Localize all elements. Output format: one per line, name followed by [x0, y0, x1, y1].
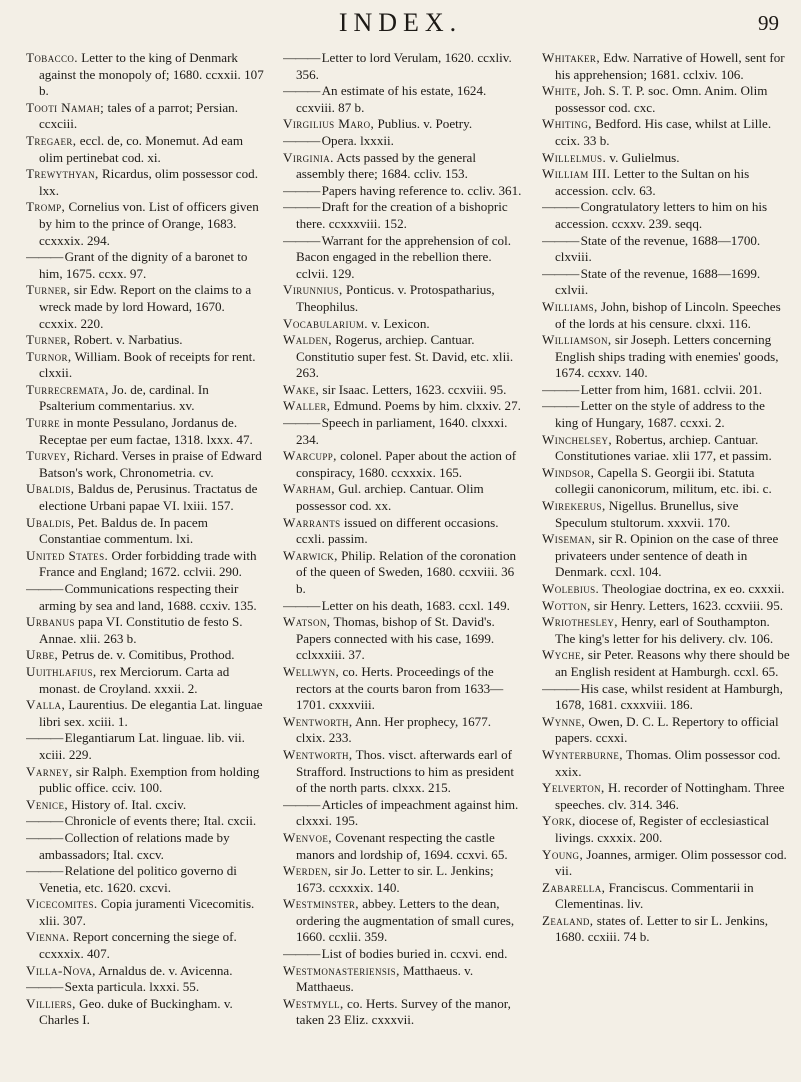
index-entry [26, 415, 266, 448]
entry-headword: Ubaldis, [26, 481, 75, 497]
entry-headword: Wolebius. [542, 581, 600, 596]
index-entry [283, 398, 523, 415]
index-entry [283, 548, 523, 598]
entry-headword: Warcupp, [283, 448, 337, 464]
subentry-text: Letter on his death, 1683. ccxl. 149. [321, 597, 510, 613]
entry-headword: Wynterburne, [542, 746, 623, 762]
subentry-text: Letter on the style of address to the king of Hungary, 1687. ccxxi. 2. [555, 398, 765, 431]
index-entry [283, 332, 523, 382]
entry-text: sir R. Opinion on the case of three privateers under sentence of death in Denmark. ccxl. 104. [555, 531, 779, 580]
index-subentry [542, 233, 790, 266]
entry-text: abbey. Letters to the dean, ordering the augmentation of small cures, 1660. ccxlii. 359. [296, 896, 515, 945]
entry-text: tales of a parrot; Persian. ccxciii. [39, 99, 238, 132]
entry-text: Thomas. Olim possessor cod. xxix. [555, 746, 781, 779]
index-subentry [283, 183, 523, 200]
entry-headword: Wenvoe, [283, 829, 332, 845]
index-entry [283, 996, 523, 1029]
entry-headword: Wyche, [542, 647, 585, 663]
entry-headword: Warwick, [283, 547, 338, 563]
index-entry [542, 83, 790, 116]
index-entry [283, 282, 523, 315]
subentry-text: His case, whilst resident at Hamburgh, 1678, 1681. cxxxviii. 186. [555, 680, 783, 713]
index-entry [283, 448, 523, 481]
entry-text: Bedford. His case, whilst at Lille. ccix. 33 b. [555, 116, 772, 148]
index-subentry [542, 681, 790, 714]
index-entry [542, 332, 790, 382]
index-entry [26, 481, 266, 514]
index-subentry [283, 797, 523, 830]
entry-headword: Whiting, [542, 116, 592, 132]
entry-text: Edw. Narrative of Howell, sent for his apprehension; 1681. cclxiv. 106. [555, 50, 785, 82]
index-entry [542, 847, 790, 880]
entry-headword: Westminster, [283, 896, 359, 912]
entry-headword: Wotton, [542, 597, 591, 613]
index-entry [283, 830, 523, 863]
entry-headword: Virginia. [283, 149, 334, 165]
index-entry [26, 382, 266, 415]
entry-text: sir Peter. Reasons why there should be an English resident at Hamburgh. ccxl. 65. [555, 647, 790, 679]
entry-text: Thos. visct. afterwards earl of Strafford. Instructions to him as president of the north parts. clxxx. 215. [296, 746, 514, 796]
index-entry [542, 150, 790, 167]
entry-headword: Warrants [283, 514, 341, 530]
entry-text: Report concerning the siege of. ccxxxix. 407. [39, 929, 237, 962]
index-entry [26, 133, 266, 166]
entry-headword: Ubaldis, [26, 514, 75, 530]
entry-headword: Virgilius Maro, [283, 116, 375, 132]
index-entry [26, 332, 266, 349]
entry-text: Ricardus, olim possessor cod. lxx. [39, 166, 258, 198]
index-entry [26, 664, 266, 697]
entry-text: Ann. Her prophecy, 1677. clxix. 233. [296, 713, 492, 746]
index-subentry [542, 382, 790, 399]
entry-text: sir Edw. Report on the claims to a wreck made by lord Howard, 1670. ccxxix. 220. [39, 282, 252, 331]
index-entry [542, 116, 790, 149]
index-entry [283, 116, 523, 133]
subentry-text: Warrant for the apprehension of col. Bacon engaged in the rebellion there. cclvii. 129. [296, 232, 512, 281]
index-entry [542, 714, 790, 747]
index-column-3 [542, 50, 790, 1075]
entry-headword: Williams, [542, 298, 598, 314]
page-header [0, 6, 801, 40]
index-entry [26, 448, 266, 481]
subentry-text: State of the revenue, 1688—1700. clxviii. [555, 232, 761, 265]
entry-text: rex Merciorum. Carta ad monast. de Croyland. xxxii. 2. [39, 663, 230, 696]
index-entry [283, 963, 523, 996]
entry-headword: Turner, [26, 332, 71, 348]
entry-text: Publius. v. Poetry. [377, 116, 473, 132]
index-entry [26, 515, 266, 548]
entry-text: Nigellus. Brunellus, sive Speculum stultorum. xxxvii. 170. [555, 498, 739, 530]
entry-headword: Wentworth, [283, 746, 353, 762]
entry-headword: Zealand, [542, 912, 594, 928]
entry-headword: Venice, [26, 796, 69, 812]
index-entry [26, 282, 266, 332]
subentry-text: Letter to lord Verulam, 1620. ccxliv. 356. [296, 50, 512, 82]
index-entry [26, 963, 266, 980]
index-subentry [283, 199, 523, 232]
entry-headword: Uuithlafius, [26, 663, 97, 679]
entry-text: Jo. de, cardinal. In Psalterium commentarius. xv. [39, 381, 209, 414]
subentry-text: Grant of the dignity of a baronet to him, 1675. ccxx. 97. [39, 249, 248, 281]
entry-text: Theologiae doctrina, ex eo. cxxxii. [602, 581, 785, 596]
entry-headword: Turner, [26, 282, 71, 298]
entry-text: diocese of, Register of ecclesiastical livings. cxxxix. 200. [555, 813, 770, 845]
entry-text: Robertus, archiep. Cantuar. Constitutiones variae. xlii 177, et passim. [555, 431, 772, 464]
entry-headword: Tobacco. [26, 50, 78, 65]
index-subentry [283, 50, 523, 83]
entry-headword: Trewythyan, [26, 166, 99, 182]
index-subentry [542, 398, 790, 431]
entry-text: Franciscus. Commentarii in Clementinas. liv. [555, 879, 754, 912]
index-subentry [283, 598, 523, 615]
index-entry [26, 764, 266, 797]
index-subentry [26, 730, 266, 763]
entry-text: sir Isaac. Letters, 1623. ccxviii. 95. [322, 381, 507, 397]
index-subentry [542, 199, 790, 232]
index-entry [283, 896, 523, 946]
entry-headword: Tooti Namah; [26, 99, 105, 115]
entry-headword: Werden, [283, 863, 332, 879]
entry-headword: Wynne, [542, 713, 586, 729]
entry-headword: Urbe, [26, 647, 59, 663]
entry-text: Joannes, armiger. Olim possessor cod. vii. [555, 846, 787, 879]
subentry-text: An estimate of his estate, 1624. ccxviii. 87 b. [296, 83, 487, 115]
subentry-text: Relatione del politico governo di Venetia, etc. 1620. cxcvi. [39, 863, 237, 895]
entry-text: sir Joseph. Letters concerning English ships trading with enemies' goods, 1674. ccxxv. 140. [555, 332, 779, 381]
entry-text: sir Henry. Letters, 1623. ccxviii. 95. [594, 597, 784, 613]
entry-headword: Turre [26, 415, 61, 431]
entry-text: Joh. S. T. P. soc. Omn. Anim. Olim possessor cod. cxc. [555, 83, 768, 115]
entry-headword: Yelverton, [542, 780, 605, 796]
subentry-text: List of bodies buried in. ccxvi. end. [321, 946, 508, 962]
subentry-text: Elegantiarum Lat. linguae. lib. vii. xciii. 229. [39, 730, 245, 762]
index-entry [26, 50, 266, 100]
index-entry [26, 929, 266, 962]
subentry-text: Chronicle of events there; Ital. cxcii. [64, 813, 257, 829]
entry-headword: Virunnius, [283, 282, 343, 298]
subentry-text: Sexta particula. lxxxi. 55. [64, 979, 200, 995]
entry-text: Matthaeus. v. Matthaeus. [296, 962, 474, 995]
entry-text: Baldus de, Perusinus. Tractatus de electione Urbani papae VI. lxiii. 157. [39, 481, 258, 514]
index-subentry [26, 863, 266, 896]
entry-headword: Wentworth, [283, 713, 353, 729]
index-subentry [26, 979, 266, 996]
index-entry [542, 432, 790, 465]
entry-headword: York, [542, 813, 576, 829]
index-entry [26, 548, 266, 581]
entry-text: Petrus de. v. Comitibus, Prothod. [61, 647, 235, 663]
subentry-text: Speech in parliament, 1640. clxxxi. 234. [296, 415, 508, 447]
entry-headword: William III. [542, 166, 611, 182]
index-subentry [283, 946, 523, 963]
entry-text: Order forbidding trade with France and England; 1672. cclvii. 290. [39, 547, 257, 580]
entry-headword: Wake, [283, 381, 320, 397]
index-entry [283, 150, 523, 183]
entry-text: co. Herts. Survey of the manor, taken 23 Eliz. cxxxvii. [296, 995, 511, 1028]
entry-text: eccl. de, co. Monemut. Ad eam olim pertinebat cod. xi. [39, 132, 244, 165]
entry-headword: Warham, [283, 481, 335, 497]
index-entry [26, 797, 266, 814]
entry-headword: Waller, [283, 398, 331, 414]
subentry-text: State of the revenue, 1688—1699. cxlvii. [555, 265, 761, 298]
page-title: INDEX. [338, 8, 463, 37]
entry-text: Edmund. Poems by him. clxxiv. 27. [333, 398, 521, 414]
index-entry [542, 531, 790, 581]
index-entry [26, 996, 266, 1029]
subentry-text: Papers having reference to. ccliv. 361. [321, 182, 522, 198]
index-entry [283, 316, 523, 333]
index-entry [26, 614, 266, 647]
index-subentry [283, 133, 523, 150]
entry-headword: Windsor, [542, 464, 595, 480]
index-entry [542, 598, 790, 615]
index-entry [283, 382, 523, 399]
entry-headword: Wriothesley, [542, 614, 618, 630]
entry-headword: Turnor, [26, 348, 72, 364]
entry-text: Cornelius von. List of officers given by him to the prince of Orange, 1683. ccxxxix. 294. [39, 199, 259, 248]
index-entry [283, 614, 523, 664]
entry-headword: Vienna. [26, 929, 70, 945]
index-entry [283, 481, 523, 514]
entry-text: Geo. duke of Buckingham. v. Charles I. [39, 995, 233, 1028]
entry-headword: United States. [26, 547, 109, 563]
index-entry [26, 349, 266, 382]
subentry-text: Letter from him, 1681. cclvii. 201. [580, 381, 763, 397]
index-entry [542, 498, 790, 531]
entry-headword: White, [542, 83, 581, 99]
entry-text: Copia juramenti Vicecomitis. xlii. 307. [39, 896, 255, 928]
index-entry [26, 100, 266, 133]
entry-text: in monte Pessulano, Jordanus de. Receptae per eum factae, 1318. lxxx. 47. [39, 415, 253, 447]
entry-headword: Vocabularium. [283, 315, 368, 331]
entry-text: v. Gulielmus. [609, 149, 680, 165]
index-column-2 [283, 50, 523, 1075]
index-entry [542, 581, 790, 598]
entry-text: sir Ralph. Exemption from holding public office. cciv. 100. [39, 763, 260, 796]
entry-headword: Whitaker, [542, 50, 601, 65]
entry-headword: Wirekerus, [542, 498, 606, 514]
entry-text: states of. Letter to sir L. Jenkins, 1680. ccxiii. 74 b. [555, 912, 769, 945]
entry-headword: Urbanus [26, 614, 75, 630]
index-entry [542, 299, 790, 332]
index-subentry [283, 415, 523, 448]
entry-headword: Williamson, [542, 332, 612, 348]
index-entry [542, 647, 790, 680]
entry-text: Philip. Relation of the coronation of the queen of Sweden, 1680. ccxviii. 36 b. [296, 547, 517, 596]
index-entry [542, 614, 790, 647]
index-entry [26, 697, 266, 730]
entry-headword: Winchelsey, [542, 431, 613, 447]
entry-headword: Young, [542, 846, 584, 862]
index-subentry [26, 581, 266, 614]
subentry-text: Collection of relations made by ambassadors; Ital. cxcv. [39, 829, 230, 862]
index-entry [283, 714, 523, 747]
entry-text: William. Book of receipts for rent. clxxii. [39, 348, 256, 381]
entry-headword: Westmyll, [283, 995, 344, 1011]
entry-headword: Turrecremata, [26, 381, 109, 397]
entry-text: H. recorder of Nottingham. Three speeches. clv. 314. 346. [555, 780, 785, 812]
entry-text: colonel. Paper about the action of conspiracy, 1680. ccxxxix. 165. [296, 448, 517, 480]
entry-text: Rogerus, archiep. Cantuar. Constitutio super fest. St. David, etc. xlii. 263. [296, 332, 514, 381]
entry-headword: Turvey, [26, 448, 71, 464]
entry-headword: Valla, [26, 697, 66, 713]
entry-headword: Villa-Nova, [26, 962, 96, 978]
index-entry [283, 863, 523, 896]
index-entry [283, 515, 523, 548]
entry-text: v. Lexicon. [371, 315, 430, 331]
entry-text: Pet. Baldus de. In pacem Constantiae commentum. lxi. [39, 514, 208, 547]
index-columns [26, 50, 790, 1075]
index-entry [542, 465, 790, 498]
entry-headword: Villiers, [26, 995, 76, 1011]
entry-text: co. Herts. Proceedings of the rectors at the courts baron from 1633—1701. cxxxviii. [296, 663, 504, 713]
entry-headword: Westmonasteriensis, [283, 962, 400, 978]
entry-text: Covenant respecting the castle manors and lordship of, 1694. ccxvi. 65. [296, 829, 508, 862]
entry-text: Richard. Verses in praise of Edward Batson's work, Chronometria. cv. [39, 448, 262, 480]
index-subentry [283, 233, 523, 283]
subentry-text: Articles of impeachment against him. clxxxi. 195. [296, 796, 519, 829]
index-entry [542, 747, 790, 780]
entry-text: papa VI. Constitutio de festo S. Annae. xlii. 263 b. [39, 614, 243, 646]
index-entry [542, 913, 790, 946]
entry-headword: Wellwyn, [283, 663, 340, 679]
index-entry [26, 647, 266, 664]
index-subentry [26, 813, 266, 830]
index-entry [26, 896, 266, 929]
index-entry [542, 166, 790, 199]
index-entry [283, 664, 523, 714]
index-column-1 [26, 50, 266, 1075]
entry-headword: Willelmus. [542, 149, 607, 165]
index-subentry [26, 830, 266, 863]
subentry-text: Draft for the creation of a bishopric there. ccxxxviii. 152. [296, 199, 508, 231]
index-subentry [283, 83, 523, 116]
entry-text: sir Jo. Letter to sir. L. Jenkins; 1673. ccxxxix. 140. [296, 863, 494, 895]
index-entry [542, 780, 790, 813]
page-number: 99 [758, 11, 779, 35]
index-entry [283, 747, 523, 797]
entry-text: issued on different occasions. ccxli. passim. [296, 514, 499, 547]
index-entry [26, 166, 266, 199]
index-entry [542, 50, 790, 83]
subentry-text: Congratulatory letters to him on his accession. ccxxv. 239. seqq. [555, 199, 768, 231]
entry-text: Laurentius. De elegantia Lat. linguae libri sex. xciii. 1. [39, 697, 263, 729]
entry-text: Arnaldus de. v. Avicenna. [98, 962, 233, 978]
entry-headword: Tregaer, [26, 132, 77, 148]
entry-text: John, bishop of Lincoln. Speeches of the lords at his censure. clxxi. 116. [555, 298, 781, 331]
entry-headword: Tromp, [26, 199, 66, 215]
index-entry [542, 813, 790, 846]
index-entry [26, 199, 266, 249]
entry-text: Ponticus. v. Protospatharius, Theophilus. [296, 282, 495, 314]
subentry-text: Communications respecting their arming by sea and land, 1688. ccxiv. 135. [39, 581, 257, 613]
entry-headword: Wiseman, [542, 531, 596, 547]
subentry-text: Opera. lxxxii. [321, 132, 394, 148]
entry-headword: Zabarella, [542, 879, 606, 895]
entry-text: Owen, D. C. L. Repertory to official papers. ccxxi. [555, 713, 779, 746]
entry-text: Thomas, bishop of St. David's. Papers connected with his case, 1699. cclxxxiii. 37. [296, 614, 495, 663]
entry-text: Gul. archiep. Cantuar. Olim possessor cod. xx. [296, 481, 484, 514]
entry-headword: Watson, [283, 614, 331, 630]
entry-text: Henry, earl of Southampton. The king's letter for his delivery. clv. 106. [555, 614, 774, 646]
entry-text: Acts passed by the general assembly there; 1684. ccliv. 153. [296, 149, 477, 182]
index-entry [542, 880, 790, 913]
entry-headword: Walden, [283, 332, 332, 348]
entry-headword: Varney, [26, 763, 73, 779]
entry-text: History of. Ital. cxciv. [71, 796, 187, 812]
index-subentry [542, 266, 790, 299]
entry-text: Letter to the Sultan on his accession. cclv. 63. [555, 166, 750, 198]
index-subentry [26, 249, 266, 282]
entry-text: Capella S. Georgii ibi. Statuta collegii canonicorum, militum, etc. ibi. c. [555, 464, 772, 497]
entry-headword: Vicecomites. [26, 896, 98, 912]
entry-text: Robert. v. Narbatius. [73, 332, 183, 348]
entry-text: Letter to the king of Denmark against the monopoly of; 1680. ccxxii. 107 b. [39, 50, 264, 99]
